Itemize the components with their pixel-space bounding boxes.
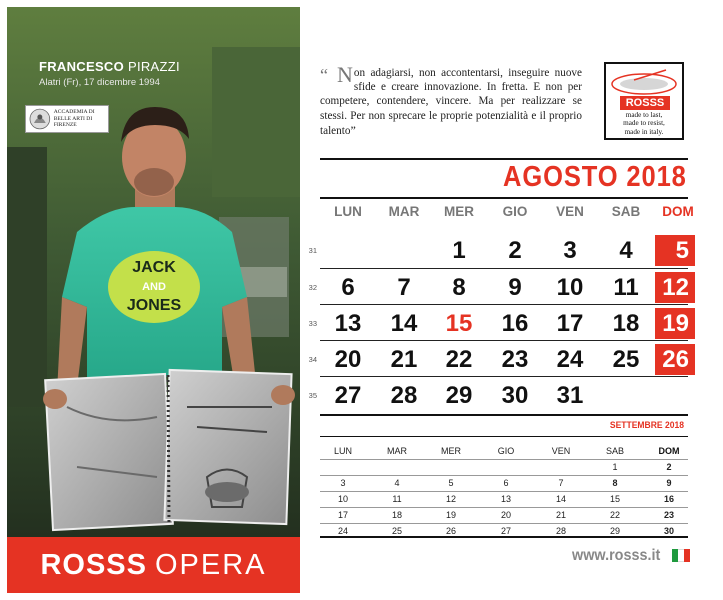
mini-day-cell: 21 [555,510,566,520]
day-header-dom: DOM [662,204,694,219]
day-cell: 28 [390,382,418,409]
italy-flag-icon [672,549,690,562]
week-number: 33 [308,319,317,328]
mini-day-cell: 29 [609,526,620,536]
mini-day-cell: 7 [558,478,564,488]
month-title: AGOSTO 2018 [503,161,687,193]
day-cell: 25 [612,346,640,373]
day-cell: 13 [334,310,362,337]
mini-day-cell: 25 [391,526,402,536]
day-cell-sunday: 19 [655,308,695,339]
mini-day-header-mer: MER [441,446,461,456]
artist-photo-panel [7,7,300,593]
quote-block [320,62,582,138]
day-header-ven: VEN [556,204,584,219]
mini-day-header-mar: MAR [387,446,407,456]
week-row [308,304,689,340]
mini-day-cell: 17 [337,510,348,520]
mini-day-header-sab: SAB [605,446,624,456]
mini-day-cell: 30 [663,526,674,536]
mini-day-cell: 15 [609,494,620,504]
mini-day-cell: 8 [612,478,618,488]
academy-badge [25,105,109,133]
mini-day-header-gio: GIO [497,446,515,456]
artist-last-name: PIRAZZI [127,59,180,74]
mini-day-cell: 11 [392,494,402,504]
day-header-lun: LUN [334,204,362,219]
header-rule-top [320,158,688,160]
day-header-mer: MER [444,204,474,219]
mini-day-cell: 16 [663,494,674,504]
day-cell-sunday: 5 [655,235,695,266]
mini-row-line [320,475,688,476]
day-cell: 9 [508,274,522,301]
day-cell: 14 [390,310,418,337]
logo-wordmark: ROSSS [620,96,670,110]
mini-day-cell: 12 [445,494,456,504]
quote-close-mark: ” [350,122,356,137]
day-cell: 27 [334,382,362,409]
mini-day-cell: 4 [394,478,400,488]
week-number: 35 [308,391,317,400]
quote-text: on adagiarsi, non accontentarsi, inseguire nuove sfide e creare innovazione. In fretta. E non per competere, contendere, vincere. Ma per realizzare se stessi. Per non sprecare le proprie potenzialità e il proprio talento [320,67,582,137]
day-cell: 24 [556,346,584,373]
day-cell: 16 [501,310,529,337]
mini-day-cell: 20 [500,510,511,520]
mini-rule-header [320,436,688,437]
day-cell-sunday: 12 [655,272,695,303]
mini-rule-top [320,414,688,416]
tshirt-print-line3: JONES [126,297,182,314]
mini-day-cell: 27 [500,526,511,536]
day-cell: 21 [390,346,418,373]
day-cell: 31 [556,382,584,409]
day-cell: 18 [612,310,640,337]
mini-day-cell: 10 [337,494,348,504]
mini-day-cell: 19 [445,510,456,520]
mini-rule-bottom [320,536,688,538]
day-cell: 30 [501,382,529,409]
header-rule-bottom [320,197,688,199]
quote-open-mark: “ [320,65,328,85]
day-header-gio: GIO [502,204,528,219]
mini-day-cell: 22 [609,510,620,520]
week-row [308,340,689,376]
mini-day-cell: 5 [448,478,454,488]
day-cell: 8 [452,274,466,301]
logo-slogan [606,111,682,136]
mini-day-cell: 6 [503,478,509,488]
logo-swoosh-icon [606,64,682,98]
mini-row-line [320,523,688,524]
day-cell: 17 [556,310,584,337]
week-number: 34 [308,355,317,364]
website-url[interactable]: www.rosss.it [572,547,661,564]
mini-day-cell: 14 [555,494,566,504]
week-number: 31 [308,246,317,255]
academy-emblem-icon [29,108,51,130]
academy-name: ACCADEMIA DI BELLE ARTI DI FIRENZE [53,109,95,129]
week-row [308,268,689,304]
day-cell: 15 [445,310,473,337]
day-header-sab: SAB [611,204,641,219]
day-cell: 4 [619,237,633,264]
brand-bar [7,537,300,593]
week-number: 32 [308,283,317,292]
artist-name [39,59,180,74]
mini-day-cell: 23 [663,510,674,520]
mini-day-cell: 1 [612,462,618,472]
tshirt-print-line2: AND [142,281,166,293]
mini-row-line [320,507,688,508]
mini-day-cell: 26 [445,526,456,536]
mini-row-line [320,491,688,492]
week-row [308,232,689,268]
day-cell: 22 [445,346,473,373]
mini-day-cell: 3 [340,478,346,488]
mini-day-cell: 18 [391,510,402,520]
mini-day-header-lun: LUN [333,446,352,456]
day-cell-sunday: 26 [655,344,695,375]
day-cell: 10 [556,274,584,301]
mini-row-line [320,459,688,460]
logo-slogan-line: made in italy. [624,127,664,136]
day-cell: 3 [563,237,577,264]
mini-day-cell: 28 [555,526,566,536]
day-cell: 6 [341,274,355,301]
tshirt-print-line1: JACK [132,259,176,276]
mini-day-cell: 24 [337,526,348,536]
day-header-mar: MAR [388,204,420,219]
mini-day-header-ven: VEN [551,446,571,456]
logo-slogan-line: made to resist, [623,119,665,128]
day-cell: 1 [452,237,466,264]
artist-birth-info: Alatri (Fr), 17 dicembre 1994 [39,77,160,88]
logo-slogan-line: made to last, [625,111,663,119]
day-cell: 2 [508,237,522,264]
quote-drop-cap: N [337,62,353,87]
day-cell: 29 [445,382,473,409]
rosss-logo [604,62,684,140]
artist-first-name: FRANCESCO [39,59,125,74]
day-cell: 23 [501,346,529,373]
mini-day-cell: 13 [500,494,511,504]
brand-bar-light: OPERA [155,548,267,581]
brand-bar-bold: ROSSS [40,548,147,581]
next-month-title: SETTEMBRE 2018 [609,420,684,431]
day-cell: 7 [397,274,411,301]
mini-day-header-dom: DOM [658,446,680,456]
mini-day-cell: 9 [666,478,672,488]
mini-day-cell: 2 [666,462,672,472]
day-cell: 20 [334,346,362,373]
day-cell: 11 [613,274,639,301]
brand-bar-title [40,549,266,582]
week-row [308,376,688,412]
